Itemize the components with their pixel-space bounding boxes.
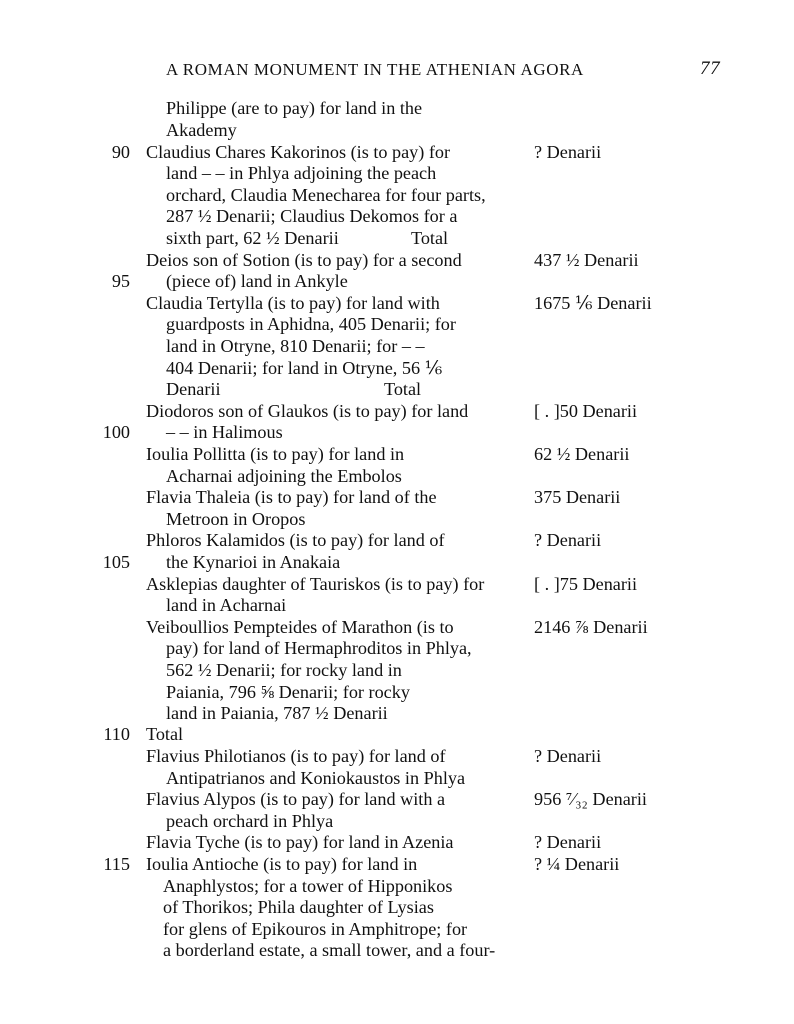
- line-number: 95: [111, 271, 130, 291]
- text-line: Akademy: [166, 120, 237, 140]
- amount: ? Denarii: [534, 832, 602, 852]
- amount: 375 Denarii: [534, 487, 621, 507]
- text-line: orchard, Claudia Menecharea for four parts,: [166, 185, 486, 205]
- text-line: Paiania, 796 ⅝ Denarii; for rocky: [166, 682, 410, 702]
- text-line: Diodoros son of Glaukos (is to pay) for land: [146, 401, 469, 421]
- amount: [ . ]50 Denarii: [534, 401, 638, 421]
- text-line: pay) for land of Hermaphroditos in Phlya,: [166, 638, 472, 658]
- text-line: land – – in Phlya adjoining the peach: [166, 163, 437, 183]
- amount: ? Denarii: [534, 746, 602, 766]
- total-label: Total: [384, 379, 422, 399]
- text-line: 562 ½ Denarii; for rocky land in: [166, 660, 402, 680]
- text-line: peach orchard in Phlya: [166, 811, 334, 831]
- amount: 2146 ⅞ Denarii: [534, 617, 648, 637]
- page-number: 77: [700, 58, 721, 79]
- amount: ? Denarii: [534, 142, 602, 162]
- amount: [ . ]75 Denarii: [534, 574, 638, 594]
- text-line: Philippe (are to pay) for land in the: [166, 98, 423, 118]
- text-line: Claudia Tertylla (is to pay) for land with: [146, 293, 440, 313]
- text-line: – – in Halimous: [166, 422, 283, 442]
- text-line: Total: [146, 724, 184, 744]
- text-line: (piece of) land in Ankyle: [166, 271, 348, 291]
- text-line: sixth part, 62 ½ Denarii: [166, 228, 339, 248]
- text-line: Asklepias daughter of Tauriskos (is to pay) for: [146, 574, 485, 594]
- text-line: land in Acharnai: [166, 595, 287, 615]
- text-line: Phloros Kalamidos (is to pay) for land of: [146, 530, 445, 550]
- total-label: Total: [411, 228, 449, 248]
- text-line: Anaphlystos; for a tower of Hipponikos: [163, 876, 453, 896]
- text-line: Flavia Thaleia (is to pay) for land of the: [146, 487, 437, 507]
- amount: 956 ⁷⁄₃₂ Denarii: [534, 789, 647, 809]
- text-line: Flavius Philotianos (is to pay) for land of: [146, 746, 446, 766]
- text-line: guardposts in Aphidna, 405 Denarii; for: [166, 314, 456, 334]
- text-line: the Kynarioi in Anakaia: [166, 552, 341, 572]
- text-line: Antipatrianos and Koniokaustos in Phlya: [166, 768, 466, 788]
- amount: ? Denarii: [534, 530, 602, 550]
- line-number: 110: [103, 724, 130, 744]
- text-line: Deios son of Sotion (is to pay) for a second: [146, 250, 462, 270]
- running-header: A ROMAN MONUMENT IN THE ATHENIAN AGORA: [166, 60, 584, 79]
- line-number: 90: [111, 142, 130, 162]
- text-line: Veiboullios Pempteides of Marathon (is to: [146, 617, 454, 637]
- amount: 437 ½ Denarii: [534, 250, 639, 270]
- line-number: 105: [102, 552, 130, 572]
- text-line: Flavius Alypos (is to pay) for land with a: [146, 789, 446, 809]
- text-line: Ioulia Pollitta (is to pay) for land in: [146, 444, 405, 464]
- amount: 62 ½ Denarii: [534, 444, 630, 464]
- text-line: a borderland estate, a small tower, and a four-: [163, 940, 496, 960]
- amount: 1675 ⅙ Denarii: [534, 293, 652, 313]
- text-line: Ioulia Antioche (is to pay) for land in: [146, 854, 418, 874]
- text-line: Claudius Chares Kakorinos (is to pay) for: [146, 142, 451, 162]
- text-line: land in Otryne, 810 Denarii; for – –: [166, 336, 425, 356]
- text-line: for glens of Epikouros in Amphitrope; for: [163, 919, 468, 939]
- text-line: 404 Denarii; for land in Otryne, 56 ⅙: [166, 358, 443, 378]
- text-line: land in Paiania, 787 ½ Denarii: [166, 703, 388, 723]
- line-number: 115: [103, 854, 130, 874]
- amount: ? ¼ Denarii: [534, 854, 620, 874]
- text-line: Acharnai adjoining the Embolos: [166, 466, 402, 486]
- line-number: 100: [102, 422, 130, 442]
- text-line: Metroon in Oropos: [166, 509, 306, 529]
- text-line: Denarii: [166, 379, 221, 399]
- text-line: Flavia Tyche (is to pay) for land in Azenia: [146, 832, 454, 852]
- text-line: of Thorikos; Phila daughter of Lysias: [163, 897, 434, 917]
- text-line: 287 ½ Denarii; Claudius Dekomos for a: [166, 206, 458, 226]
